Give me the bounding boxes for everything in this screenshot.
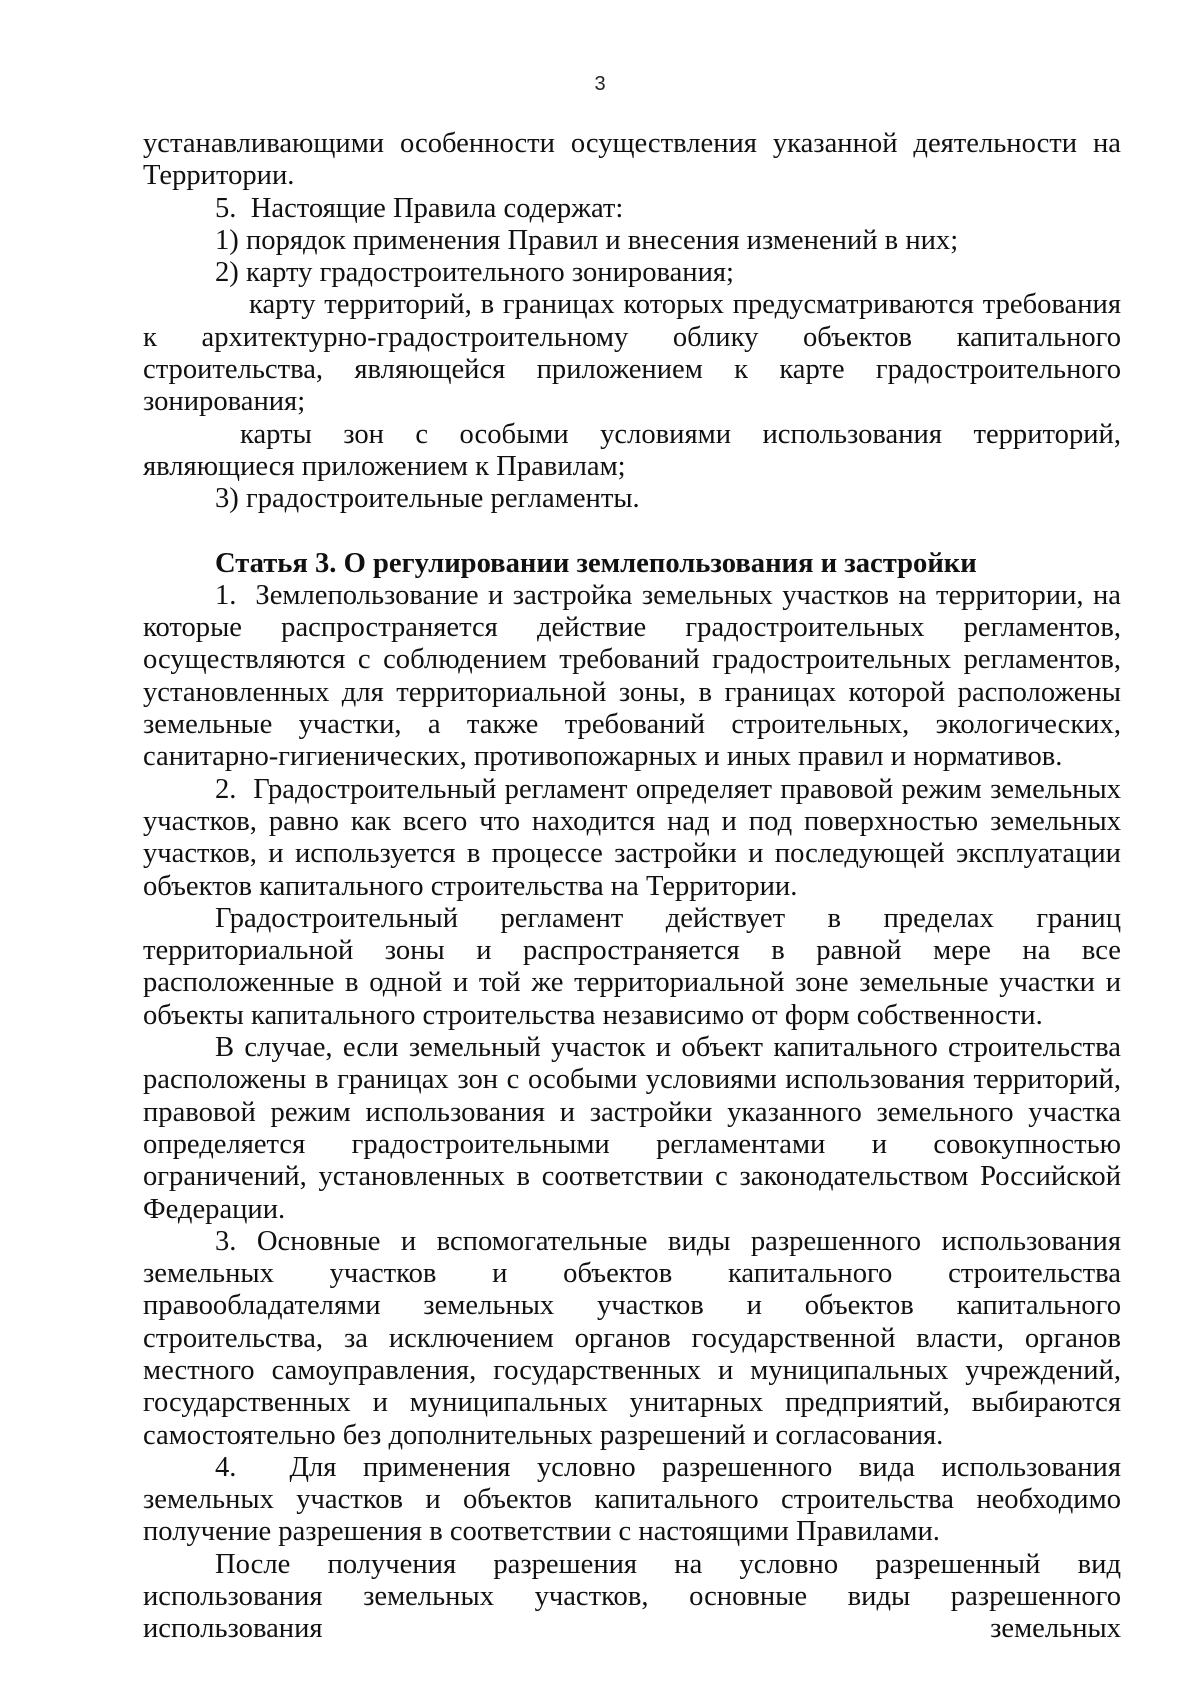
paragraph: устанавливающими особенности осуществления указанной деятельности на Территории.	[143, 128, 1121, 192]
paragraph-list-intro: 5. Настоящие Правила содержат:	[215, 192, 624, 224]
page-number: 3	[594, 73, 606, 95]
document-body	[143, 128, 1121, 1646]
list-subitem: карты зон с особыми условиями использования территорий, являющиеся приложением к Правилам;	[143, 418, 1121, 482]
paragraph: 4. Для применения условно разрешенного вида использования земельных участков и объектов капитального строительства необходимо получение разрешения в соответствии с настоящими Правилами.	[143, 1451, 1121, 1548]
list-item: 2) карту градостроительного зонирования;	[215, 257, 735, 289]
list-item: 1) порядок применения Правил и внесения изменений в них;	[215, 224, 959, 256]
paragraph: В случае, если земельный участок и объект капитального строительства расположены в границах зон с особыми условиями использования территорий, правовой режим использования и застройки указанного земельного участка определяется градостроительными регламентами и совокупностью ограничений, установленных в соответствии с законодательством Российской Федерации.	[143, 1032, 1121, 1225]
paragraph: 3. Основные и вспомогательные виды разрешенного использования земельных участков и объектов капитального строительства правообладателями земельных участков и объектов капитального строительства, за исключением органов государственной власти, органов местного самоуправления, государственных и муниципальных учреждений, государственных и муниципальных унитарных предприятий, выбираются самостоятельно без дополнительных разрешений и согласования.	[143, 1225, 1121, 1451]
paragraph: Градостроительный регламент действует в пределах границ территориальной зоны и распространяется в равной мере на все расположенные в одной и той же территориальной зоне земельные участки и объекты капитального строительства независимо от форм собственности.	[143, 902, 1121, 1031]
paragraph: 1. Землепользование и застройка земельных участков на территории, на которые распространяется действие градостроительных регламентов, осуществляются с соблюдением требований градостроительных регламентов, установленных для территориальной зоны, в границах которой расположены земельные участки, а также требований строительных, экологических, санитарно-гигиенических, противопожарных и иных правил и нормативов.	[143, 579, 1121, 773]
article-heading: Статья 3. О регулировании землепользования и застройки	[215, 547, 977, 579]
blank-line	[143, 516, 1121, 548]
list-subitem: карту территорий, в границах которых предусматриваются требования к архитектурно-градостроительному облику объектов капитального строительства, являющейся приложением к карте градостроительного зонирования;	[143, 289, 1121, 418]
list-item: 3) градостроительные регламенты.	[215, 483, 640, 515]
paragraph: 2. Градостроительный регламент определяет правовой режим земельных участков, равно как всего что находится над и под поверхностью земельных участков, и используется в процессе застройки и последующей эксплуатации объектов капитального строительства на Территории.	[143, 773, 1121, 902]
paragraph: После получения разрешения на условно разрешенный вид использования земельных участков, основные виды разрешенного использования земельных	[143, 1548, 1121, 1645]
